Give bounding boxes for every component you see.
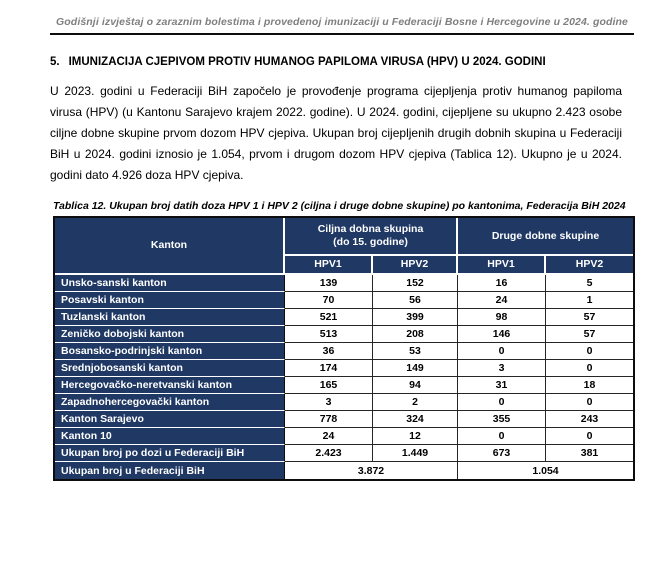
value-cell: 57 <box>546 309 633 326</box>
value-cell: 0 <box>458 428 546 445</box>
value-cell: 3 <box>458 360 546 377</box>
value-cell: 381 <box>546 445 633 462</box>
group-header-ciljna-line1: Ciljna dobna skupina <box>317 223 424 235</box>
value-cell: 56 <box>373 292 458 309</box>
value-cell: 3 <box>285 394 373 411</box>
value-cell: 521 <box>285 309 373 326</box>
value-cell: 0 <box>546 343 633 360</box>
page-header-text: Godišnji izvještaj o zaraznim bolestima i provedenoj imunizaciji u Federaciji Bosne i Hercegovine u 2024. godine <box>56 16 628 28</box>
value-cell: 57 <box>546 326 633 343</box>
kanton-cell: Srednjobosanski kanton <box>55 360 285 377</box>
table-row <box>55 445 633 462</box>
value-cell: 208 <box>373 326 458 343</box>
group-header-row <box>55 218 633 256</box>
table-row <box>55 360 633 377</box>
table-row <box>55 411 633 428</box>
page-header <box>50 16 634 35</box>
kanton-cell: Tuzlanski kanton <box>55 309 285 326</box>
value-cell: 324 <box>373 411 458 428</box>
kanton-cell: Kanton 10 <box>55 428 285 445</box>
sub-header-hpv1-ciljna: HPV1 <box>285 256 373 275</box>
kanton-cell: Unsko-sanski kanton <box>55 275 285 292</box>
table-header <box>55 218 633 275</box>
value-cell: 0 <box>458 394 546 411</box>
table-row <box>55 377 633 394</box>
value-cell: 149 <box>373 360 458 377</box>
value-cell: 0 <box>458 343 546 360</box>
value-cell: 139 <box>285 275 373 292</box>
value-cell: 355 <box>458 411 546 428</box>
value-cell: 53 <box>373 343 458 360</box>
hpv-doses-table <box>53 216 635 481</box>
group-header-druge: Druge dobne skupine <box>458 218 633 256</box>
table-row <box>55 292 633 309</box>
group-header-ciljna <box>285 218 458 256</box>
kanton-column-header: Kanton <box>55 218 285 275</box>
value-cell: 1 <box>546 292 633 309</box>
table-row <box>55 428 633 445</box>
kanton-cell: Kanton Sarajevo <box>55 411 285 428</box>
value-cell: 2.423 <box>285 445 373 462</box>
table-row <box>55 275 633 292</box>
table-caption: Tablica 12. Ukupan broj datih doza HPV 1 i HPV 2 (ciljna i druge dobne skupine) po kantonima, Federacija BiH 2024 <box>53 200 626 212</box>
group-header-ciljna-line2: (do 15. godine) <box>333 236 408 248</box>
value-cell: 18 <box>546 377 633 394</box>
kanton-cell: Hercegovačko-neretvanski kanton <box>55 377 285 394</box>
value-cell: 94 <box>373 377 458 394</box>
grand-total-druge: 1.054 <box>458 462 633 479</box>
value-cell: 31 <box>458 377 546 394</box>
value-cell: 0 <box>546 394 633 411</box>
kanton-cell: Zapadnohercegovački kanton <box>55 394 285 411</box>
value-cell: 12 <box>373 428 458 445</box>
kanton-cell: Bosansko-podrinjski kanton <box>55 343 285 360</box>
table-footer <box>55 462 633 479</box>
value-cell: 146 <box>458 326 546 343</box>
value-cell: 24 <box>285 428 373 445</box>
value-cell: 778 <box>285 411 373 428</box>
value-cell: 174 <box>285 360 373 377</box>
table-row <box>55 309 633 326</box>
section-number: 5. <box>50 56 60 68</box>
table-row <box>55 326 633 343</box>
kanton-cell: Ukupan broj po dozi u Federaciji BiH <box>55 445 285 462</box>
sub-header-hpv1-druge: HPV1 <box>458 256 546 275</box>
value-cell: 16 <box>458 275 546 292</box>
grand-total-label: Ukupan broj u Federaciji BiH <box>55 462 285 479</box>
value-cell: 673 <box>458 445 546 462</box>
grand-total-row <box>55 462 633 479</box>
value-cell: 70 <box>285 292 373 309</box>
value-cell: 513 <box>285 326 373 343</box>
body-paragraph: U 2023. godini u Federaciji BiH započelo je provođenje programa cijepljenja protiv humanog papiloma virusa (HPV) (u Kantonu Sarajevo krajem 2022. godine). U 2024. godini, cijepljene su ukupno 2.423 osobe ciljne dobne skupine prvom dozom HPV cjepiva. Ukupan broj cijepljenih drugih dobnih skupina u Federaciji BiH u 2024. godini iznosio je 1.054, prvom i drugom dozom HPV cjepiva (Tablica 12). Ukupno je u 2024. godini dato 4.926 doza HPV cjepiva. <box>50 84 622 182</box>
grand-total-ciljna: 3.872 <box>285 462 458 479</box>
kanton-cell: Zeničko dobojski kanton <box>55 326 285 343</box>
value-cell: 2 <box>373 394 458 411</box>
section-title: IMUNIZACIJA CJEPIVOM PROTIV HUMANOG PAPILOMA VIRUSA (HPV) U 2024. GODINI <box>68 56 546 68</box>
value-cell: 165 <box>285 377 373 394</box>
value-cell: 24 <box>458 292 546 309</box>
table-row <box>55 343 633 360</box>
value-cell: 0 <box>546 360 633 377</box>
sub-header-hpv2-ciljna: HPV2 <box>373 256 458 275</box>
value-cell: 5 <box>546 275 633 292</box>
value-cell: 1.449 <box>373 445 458 462</box>
sub-header-hpv2-druge: HPV2 <box>546 256 633 275</box>
kanton-cell: Posavski kanton <box>55 292 285 309</box>
value-cell: 152 <box>373 275 458 292</box>
table-body <box>55 275 633 462</box>
table-row <box>55 394 633 411</box>
value-cell: 0 <box>546 428 633 445</box>
section-heading <box>50 56 622 68</box>
value-cell: 36 <box>285 343 373 360</box>
value-cell: 243 <box>546 411 633 428</box>
value-cell: 98 <box>458 309 546 326</box>
value-cell: 399 <box>373 309 458 326</box>
